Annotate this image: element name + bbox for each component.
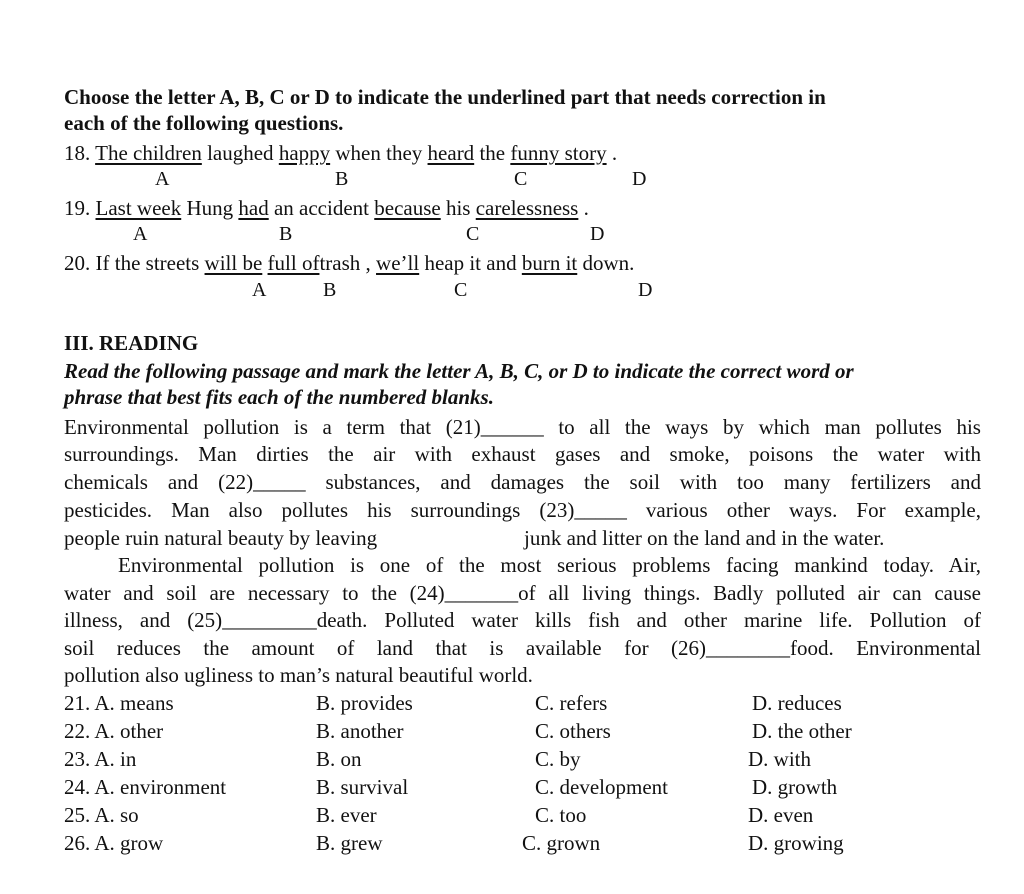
passage-text: water and soil are necessary to the (24) (64, 581, 445, 605)
passage-line (64, 525, 377, 552)
question-number: 19. (64, 196, 96, 220)
option-a: 21. A. means (64, 691, 174, 715)
passage-text: surroundings. Man dirties the air with exhaust gases and smoke, poisons the water with (64, 442, 981, 466)
passage-text: death. Polluted water kills fish and other marine life. Pollution of (316, 608, 981, 632)
underlined-part-b: had (238, 196, 269, 220)
question-text: Hung (181, 196, 239, 220)
passage-text: various other ways. For example, (626, 498, 981, 522)
option-c: C. by (535, 747, 581, 771)
reading-instruction-line-1: Read the following passage and mark the letter A, B, C, or D to indicate the correct word or (64, 359, 854, 383)
question-text: an accident (268, 196, 375, 220)
option-d: D. even (748, 803, 814, 827)
passage-text: chemicals and (22) (64, 470, 254, 494)
underlined-part-b: happy (278, 141, 331, 165)
option-letter-a: A (252, 279, 267, 301)
blank-22: _____ (253, 470, 306, 494)
option-c: C. grown (522, 831, 601, 855)
option-a: 22. A. other (64, 719, 164, 743)
correction-instruction-line-2: each of the following questions. (64, 111, 344, 135)
passage-text: to all the ways by which man pollutes his (543, 415, 981, 439)
underlined-part-b: full of (267, 251, 320, 275)
question-text: his (440, 196, 476, 220)
passage-line (118, 552, 981, 579)
passage-text: pollution also ugliness to man’s natural beautiful world. (64, 663, 533, 687)
underlined-part-a: will be (204, 251, 263, 275)
passage-text: people ruin natural beauty by leaving (64, 526, 378, 550)
question-text: heap it and (419, 251, 522, 275)
passage-line (64, 497, 981, 524)
option-letter-c: C (514, 168, 528, 190)
passage-text: soil reduces the amount of land that is available for (26) (64, 636, 706, 660)
question-text: . (578, 196, 589, 220)
question-19 (64, 195, 589, 222)
passage-text: food. Environmental (790, 636, 981, 660)
question-text: . (606, 141, 618, 165)
question-text: laughed (201, 141, 279, 165)
option-letter-a: A (155, 168, 170, 190)
option-letter-c: C (466, 223, 480, 245)
blank-23: _____ (574, 498, 627, 522)
passage-line (64, 662, 533, 689)
option-b: B. provides (316, 691, 413, 715)
passage-line (64, 580, 981, 607)
passage-line (64, 635, 981, 662)
blank-24: _______ (444, 581, 519, 605)
option-c: C. too (535, 803, 587, 827)
option-d: D. growth (752, 775, 838, 799)
underlined-part-a: The children (95, 141, 202, 165)
option-b: B. ever (316, 803, 377, 827)
question-text: trash , (319, 251, 377, 275)
passage-text: pesticides. Man also pollutes his surroundings (23) (64, 498, 575, 522)
option-letter-a: A (133, 223, 148, 245)
question-text: the (474, 141, 511, 165)
blank-25: _________ (222, 608, 317, 632)
question-20 (64, 250, 634, 277)
underlined-part-d: burn it (521, 251, 578, 275)
reading-instruction-line-2: phrase that best fits each of the numbered blanks. (64, 385, 494, 409)
passage-line (64, 469, 981, 496)
blank-21: ______ (480, 415, 544, 439)
option-d: D. the other (752, 719, 852, 743)
blank-26: ________ (706, 636, 790, 660)
question-text: when they (330, 141, 428, 165)
option-letter-d: D (638, 279, 653, 301)
option-b: B. on (316, 747, 362, 771)
option-b: B. survival (316, 775, 409, 799)
passage-text: Environmental pollution is a term that (21) (64, 415, 481, 439)
option-c: C. others (535, 719, 611, 743)
passage-line (524, 525, 884, 552)
reading-heading: III. READING (64, 331, 199, 355)
option-letter-b: B (279, 223, 293, 245)
option-d: D. with (748, 747, 811, 771)
underlined-part-d: carelessness (475, 196, 579, 220)
underlined-part-c: we’ll (376, 251, 420, 275)
question-number: 20. (64, 251, 96, 275)
question-text: If the streets (95, 251, 205, 275)
option-d: D. reduces (752, 691, 842, 715)
passage-text: Environmental pollution is one of the most serious problems facing mankind today. Air, (118, 553, 981, 577)
option-c: C. refers (535, 691, 608, 715)
underlined-part-d: funny story (510, 141, 607, 165)
passage-line (64, 607, 981, 634)
question-text: down. (577, 251, 635, 275)
option-a: 23. A. in (64, 747, 137, 771)
passage-text: substances, and damages the soil with too many fertilizers and (305, 470, 981, 494)
passage-line (64, 414, 981, 441)
underlined-part-a: Last week (95, 196, 182, 220)
question-18 (64, 140, 617, 167)
option-c: C. development (535, 775, 668, 799)
underlined-part-c: heard (427, 141, 475, 165)
option-letter-b: B (335, 168, 349, 190)
passage-text: illness, and (25) (64, 608, 223, 632)
option-letter-d: D (632, 168, 647, 190)
passage-line (64, 441, 981, 468)
option-d: D. growing (748, 831, 844, 855)
correction-instruction-line-1: Choose the letter A, B, C or D to indicate the underlined part that needs correction in (64, 85, 826, 109)
option-a: 26. A. grow (64, 831, 164, 855)
option-a: 24. A. environment (64, 775, 227, 799)
passage-text: of all living things. Badly polluted air can cause (518, 581, 981, 605)
option-letter-d: D (590, 223, 605, 245)
passage-text: junk and litter on the land and in the water. (524, 526, 885, 550)
question-number: 18. (64, 141, 96, 165)
option-b: B. another (316, 719, 404, 743)
option-b: B. grew (316, 831, 383, 855)
underlined-part-c: because (374, 196, 441, 220)
option-letter-c: C (454, 279, 468, 301)
option-letter-b: B (323, 279, 337, 301)
option-a: 25. A. so (64, 803, 139, 827)
